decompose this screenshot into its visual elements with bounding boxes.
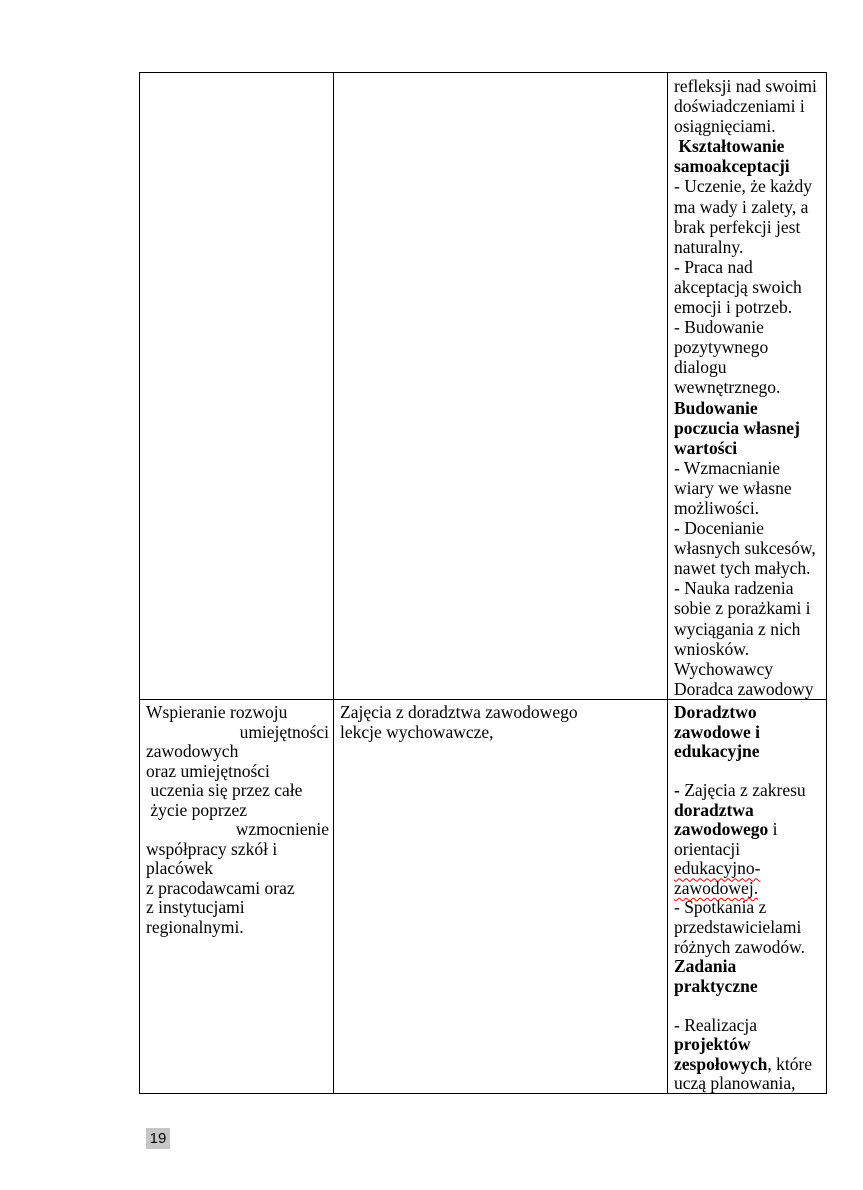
text-line: - Realizacja [674, 1014, 758, 1035]
text-line: akceptacją swoich [674, 276, 802, 297]
text-line: doświadczeniami i [674, 96, 805, 117]
text-line: Budowanie [674, 397, 758, 418]
text-line [674, 996, 822, 1016]
text-line: praktyczne [674, 975, 758, 996]
text-line: Zadania [674, 956, 737, 977]
text-line: dialogu [674, 357, 727, 378]
text-line: orientacji [674, 838, 741, 859]
text-line: wzmocnienie [235, 819, 329, 840]
text-line: wiary we własne [674, 477, 792, 498]
text-line: regionalnymi. [146, 917, 244, 938]
text-line: - Budowanie [674, 317, 764, 338]
cell-row1-col1-empty [140, 73, 334, 699]
text-line: zawodowego i [674, 819, 778, 840]
text-line: nawet tych małych. [674, 558, 811, 579]
text-line: samoakceptacji [674, 156, 790, 177]
text-line: wewnętrznego. [674, 377, 781, 398]
cell-row1-col2-empty [334, 73, 668, 699]
text-line: osiągnięciami. [674, 116, 776, 137]
text-line: sobie z porażkami i [674, 598, 811, 619]
text-line: - Praca nad [674, 256, 753, 277]
text-line: własnych sukcesów, [674, 538, 816, 559]
text-line: brak perfekcji jest [674, 216, 801, 237]
text-line: oraz umiejętności [146, 760, 270, 781]
text-line: emocji i potrzeb. [674, 297, 793, 318]
text-line: Doradztwo [674, 702, 757, 722]
text-line: Zajęcia z doradztwa zawodowego [340, 702, 578, 722]
text-line: naturalny. [674, 236, 744, 257]
text-line: współpracy szkół i [146, 838, 278, 859]
text-line: - Zajęcia z zakresu [674, 780, 806, 801]
text-line: poczucia własnej [674, 417, 800, 438]
text-line: doradztwa [674, 799, 754, 820]
text-line [674, 762, 822, 782]
text-line: wyciągania z nich [674, 618, 801, 639]
text-line: ma wady i zalety, a [674, 196, 809, 217]
text-line: Wychowawcy [674, 658, 774, 679]
text-line: Doradca zawodowy [674, 678, 814, 699]
text-line: różnych zawodów. [674, 936, 806, 957]
text-line: lekcje wychowawcze, [340, 721, 494, 742]
text-line: zespołowych, które [674, 1053, 813, 1074]
text-line: z pracodawcami oraz [146, 877, 295, 898]
text-line: zawodowe i [674, 721, 761, 742]
text-line: - Spotkania z [674, 897, 767, 918]
text-line: Wspieranie rozwoju [146, 702, 288, 722]
cell-row1-col3-text [668, 73, 826, 699]
text-line: edukacyjno- [674, 858, 761, 879]
text-line: Kształtowanie [674, 136, 785, 157]
text-line: placówek [146, 858, 214, 879]
page-number-field: 19 [146, 1128, 170, 1149]
text-line: - Wzmacnianie [674, 457, 781, 478]
text-line: projektów [674, 1034, 751, 1055]
text-line: przedstawicielami [674, 917, 802, 938]
text-line: zawodowej. [674, 877, 759, 898]
text-line: z instytucjami [146, 897, 245, 918]
text-line: zawodowych [146, 741, 239, 762]
text-line: wartości [674, 437, 738, 458]
text-line: uczą planowania, [674, 1073, 796, 1093]
text-line: umiejętności [239, 721, 329, 742]
text-line: uczenia się przez całe [146, 780, 303, 801]
table-row-continued [140, 73, 826, 700]
text-line: - Nauka radzenia [674, 578, 794, 599]
cell-row2-col3-text [668, 700, 826, 1093]
content-table [139, 72, 827, 1094]
text-line: wniosków. [674, 638, 750, 659]
text-line: - Uczenie, że każdy [674, 176, 812, 197]
text-line: - Docenianie [674, 518, 764, 539]
text-line: refleksji nad swoimi [674, 76, 817, 96]
text-line: życie poprzez [146, 799, 248, 820]
text-line: pozytywnego [674, 337, 769, 358]
text-line: edukacyjne [674, 741, 760, 762]
table-row [140, 700, 826, 1093]
text-line: możliwości. [674, 497, 760, 518]
cell-row2-col1-text [140, 700, 334, 1093]
cell-row2-col2-text [334, 700, 668, 1093]
